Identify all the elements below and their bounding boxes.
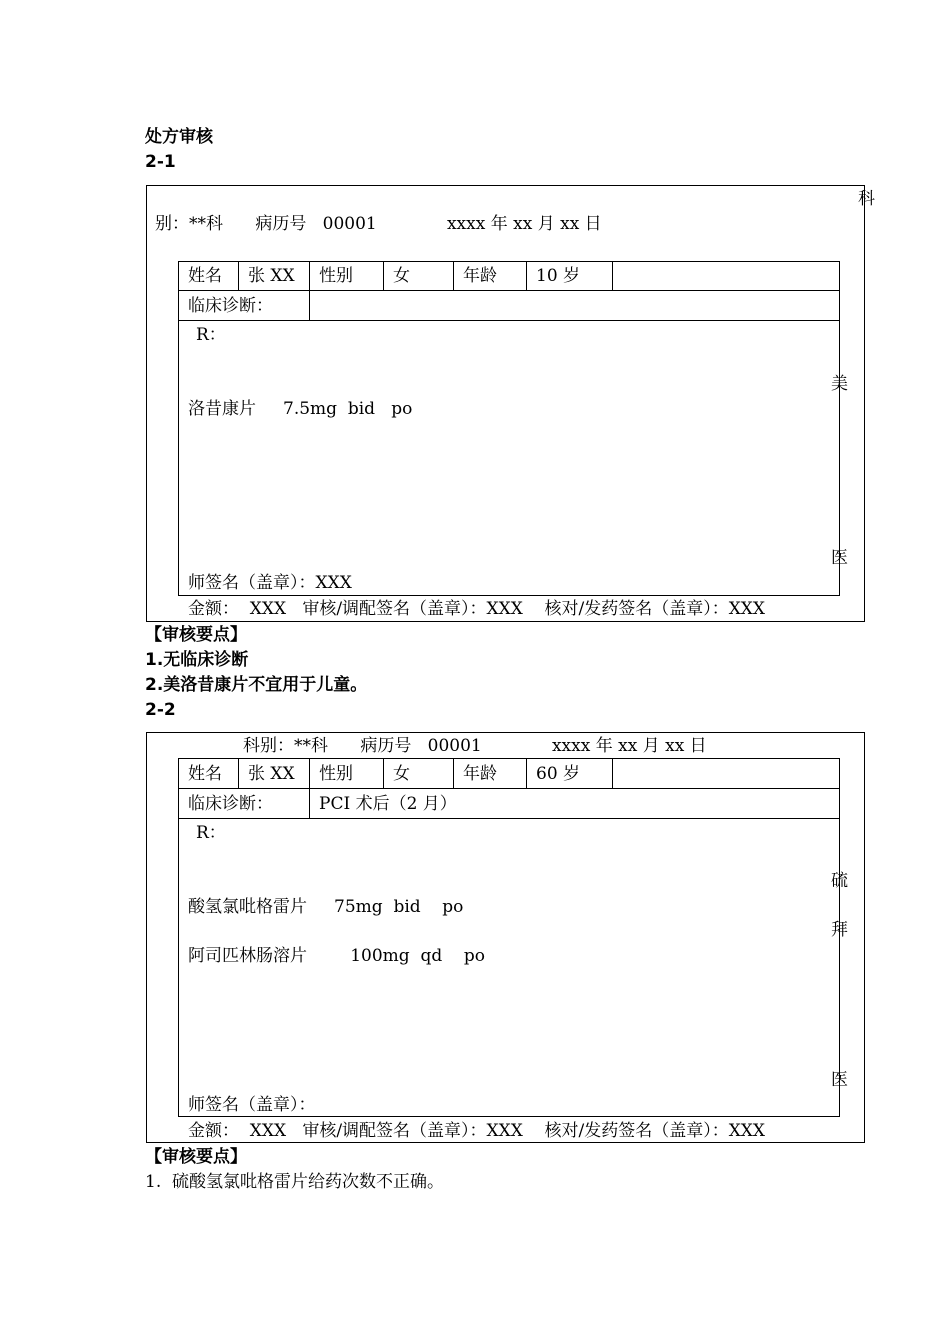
age-label: 年龄 (463, 266, 497, 286)
sex-label: 性别 (319, 764, 353, 784)
side-char-bai: 拜 (831, 920, 848, 940)
diagnosis-label: 临床诊断： (188, 296, 273, 316)
document-title: 处方审核 (145, 127, 213, 147)
doctor-signature: 师签名（盖章）： (188, 1095, 316, 1115)
sex-label: 性别 (319, 266, 353, 286)
review-points-title: 【审核要点】 (145, 625, 247, 645)
rx-label: R： (196, 823, 226, 843)
drug-line-1: 酸氢氯吡格雷片 75mg bid po (188, 897, 464, 917)
prescription-footer: 金额： XXX 审核/调配签名（盖章）：XXX 核对/发药签名（盖章）：XXX (188, 1121, 766, 1141)
diagnosis-label: 临床诊断： (188, 794, 273, 814)
rx-label: R： (196, 325, 226, 345)
age-value: 60 岁 (536, 764, 581, 784)
name-label: 姓名 (188, 266, 222, 286)
side-char-yi: 医 (831, 1070, 848, 1090)
name-value: 张 XX (248, 764, 295, 784)
age-label: 年龄 (463, 764, 497, 784)
inner-frame (178, 261, 840, 596)
diagnosis-value: PCI 术后（2 月） (319, 794, 457, 814)
age-value: 10 岁 (536, 266, 581, 286)
side-char-mei: 美 (831, 374, 848, 394)
name-label: 姓名 (188, 764, 222, 784)
review-point-1: 1.无临床诊断 (145, 650, 249, 670)
case-id-2-2: 2-2 (145, 700, 176, 720)
drug-line-2: 阿司匹林肠溶片 100mg qd po (188, 946, 485, 966)
side-char-yi: 医 (831, 548, 848, 568)
prescription-header: 科别：**科 病历号 00001 xxxx 年 xx 月 xx 日 (243, 736, 707, 756)
review-points-title: 【审核要点】 (145, 1147, 247, 1167)
review-point-1: 1. 硫酸氢氯吡格雷片给药次数不正确。 (145, 1172, 445, 1192)
prescription-footer: 金额： XXX 审核/调配签名（盖章）：XXX 核对/发药签名（盖章）：XXX (188, 599, 766, 619)
sex-value: 女 (393, 764, 410, 784)
review-point-2: 2.美洛昔康片不宜用于儿童。 (145, 675, 368, 695)
doctor-signature: 师签名（盖章）：XXX (188, 573, 352, 593)
inner-frame (178, 758, 840, 1117)
name-value: 张 XX (248, 266, 295, 286)
side-char-liu: 硫 (831, 871, 848, 891)
sex-value: 女 (393, 266, 410, 286)
prescription-header: 别：**科 病历号 00001 xxxx 年 xx 月 xx 日 (155, 214, 602, 234)
side-char-ke: 科 (858, 189, 875, 209)
case-id-2-1: 2-1 (145, 152, 176, 172)
drug-line-1: 洛昔康片 7.5mg bid po (188, 399, 413, 419)
